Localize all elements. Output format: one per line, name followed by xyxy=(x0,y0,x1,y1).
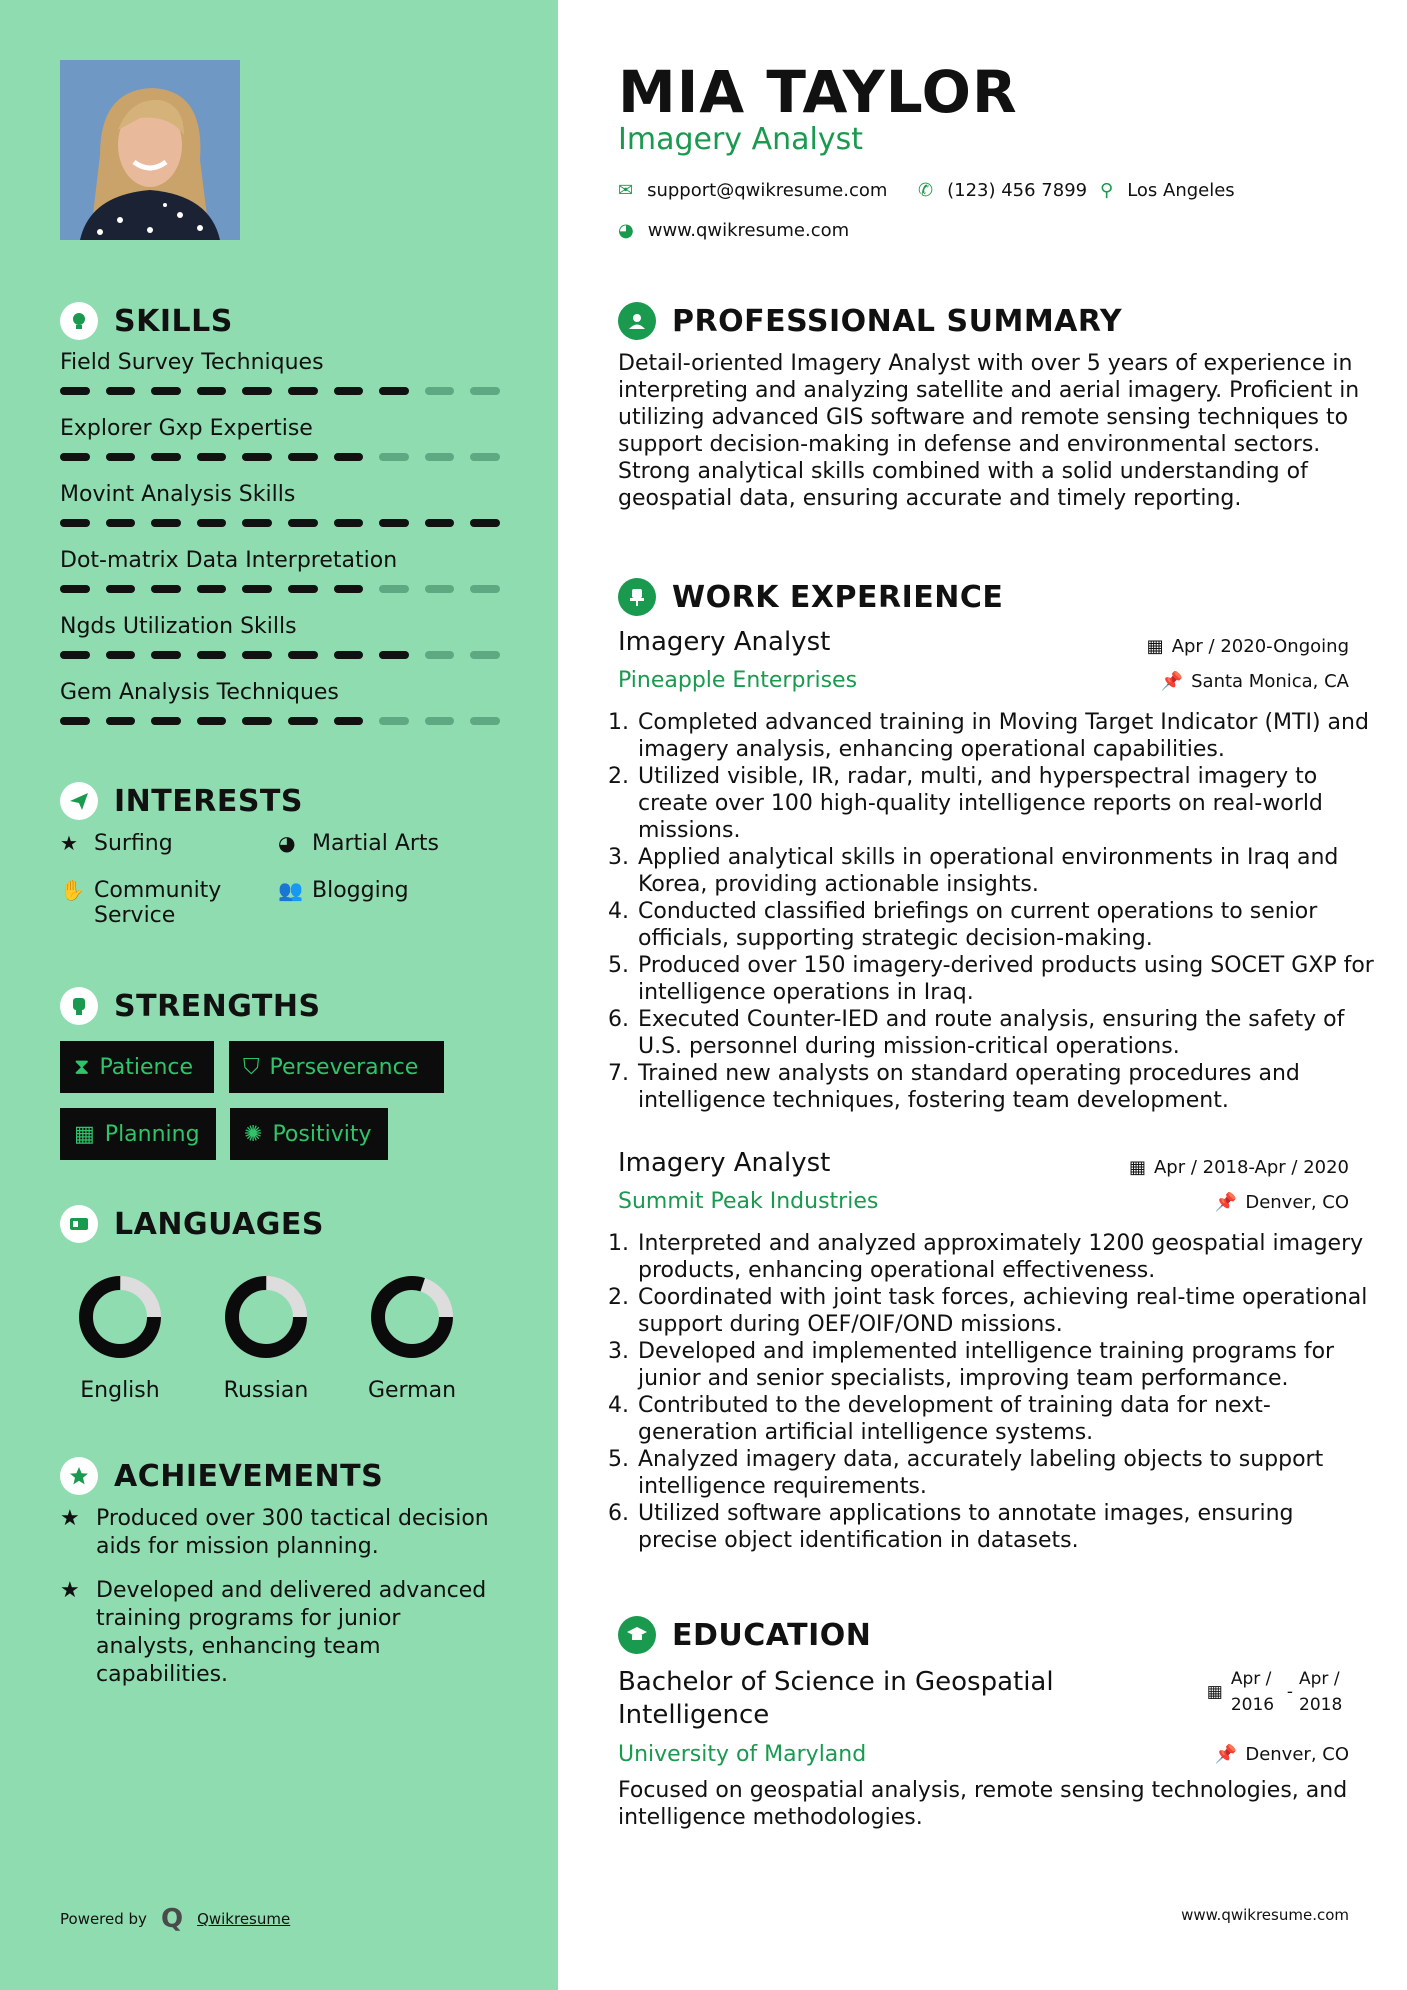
skill-level-dash xyxy=(470,387,500,395)
skill-level-bar xyxy=(60,585,500,593)
star-icon: ★ xyxy=(60,1578,80,1603)
skill-level-dash xyxy=(334,585,364,593)
calendar-icon: ▦ xyxy=(74,1121,95,1147)
skill-level-dash xyxy=(379,651,409,659)
phone-icon: ✆ xyxy=(918,180,934,201)
skill-level-dash xyxy=(379,387,409,395)
job-bullets xyxy=(618,1230,1378,1554)
experience-title: WORK EXPERIENCE xyxy=(672,579,1004,615)
skills-title: SKILLS xyxy=(114,303,233,339)
skill-level-dash xyxy=(106,519,136,527)
email-contact xyxy=(618,180,887,201)
user-icon xyxy=(618,302,656,340)
pin-icon: 📌 xyxy=(1160,671,1184,692)
strength-tag: ⛉ Perseverance xyxy=(229,1041,444,1093)
job-dates: ▦ Apr / 2018-Apr / 2020 xyxy=(1128,1157,1349,1178)
powered-by: Powered by Q Qwikresume xyxy=(60,1904,291,1934)
skill-level-dash xyxy=(151,585,181,593)
skill-level-dash xyxy=(470,519,500,527)
skill-level-dash xyxy=(242,453,272,461)
skill-level-bar xyxy=(60,717,500,725)
candidate-name: MIA TAYLOR xyxy=(618,58,1018,126)
skill-name: Field Survey Techniques xyxy=(60,350,324,375)
skill-level-dash xyxy=(106,585,136,593)
job-bullet: 6. Utilized software applications to annotate images, ensuring precise object identification in datasets. xyxy=(636,1500,1378,1554)
education-dates: ▦ Apr / 2016 - Apr / 2018 xyxy=(1206,1669,1343,1715)
achievements-title: ACHIEVEMENTS xyxy=(114,1458,384,1494)
skill-level-dash xyxy=(60,387,90,395)
skill-level-dash xyxy=(242,519,272,527)
summary-title: PROFESSIONAL SUMMARY xyxy=(672,303,1123,339)
skill-level-bar xyxy=(60,387,500,395)
skill-level-dash xyxy=(288,651,318,659)
skill-level-dash xyxy=(197,453,227,461)
skill-name: Ngds Utilization Skills xyxy=(60,614,297,639)
skill-name: Movint Analysis Skills xyxy=(60,482,296,507)
job-bullet: 3. Developed and implemented intelligence training programs for junior and senior specialists, improving team performance. xyxy=(636,1338,1378,1392)
skill-level-dash xyxy=(197,519,227,527)
skill-level-dash xyxy=(197,717,227,725)
language-item xyxy=(337,1272,487,1403)
graduation-icon xyxy=(618,1616,656,1654)
job-bullets xyxy=(618,709,1378,1114)
candidate-title: Imagery Analyst xyxy=(618,122,863,157)
job-bullet: 4. Contributed to the development of training data for next-generation artificial intelligence systems. xyxy=(636,1392,1378,1446)
skill-level-dash xyxy=(151,519,181,527)
experience-header xyxy=(618,578,1003,616)
interest-item: ✋ Community Service xyxy=(60,878,222,928)
location-contact: ⚲ Los Angeles xyxy=(1100,180,1235,201)
interest-item: ★ Surfing xyxy=(60,831,173,856)
interest-item: ◕ Martial Arts xyxy=(278,831,440,856)
language-level-donut xyxy=(75,1272,165,1362)
star-icon: ★ xyxy=(60,1506,80,1531)
globe-icon: ◕ xyxy=(618,220,634,241)
skill-level-dash xyxy=(379,453,409,461)
skill-level-dash xyxy=(288,585,318,593)
fist-icon xyxy=(60,987,98,1025)
skill-level-bar xyxy=(60,519,500,527)
skill-level-dash xyxy=(425,717,455,725)
skill-level-dash xyxy=(151,651,181,659)
skill-level-dash xyxy=(334,717,364,725)
skill-level-dash xyxy=(242,585,272,593)
education-description: Focused on geospatial analysis, remote sensing technologies, and intelligence methodologies. xyxy=(618,1778,1348,1830)
star-icon: ★ xyxy=(60,831,78,855)
trophy-star-icon xyxy=(60,1457,98,1495)
qwikresume-logo-icon: Q xyxy=(160,1904,184,1934)
sun-icon: ✺ xyxy=(244,1121,263,1147)
skill-level-dash xyxy=(470,717,500,725)
achievement-item: ★ Produced over 300 tactical decision aids for mission planning. xyxy=(60,1506,489,1559)
job-bullet: 7. Trained new analysts on standard operating procedures and intelligence techniques, fostering team development. xyxy=(636,1060,1378,1114)
skill-level-dash xyxy=(470,453,500,461)
pin-icon: 📌 xyxy=(1214,1192,1238,1213)
skill-level-bar xyxy=(60,453,500,461)
pin-icon: 📌 xyxy=(1214,1744,1238,1765)
skill-level-dash xyxy=(197,387,227,395)
company-name: Pineapple Enterprises xyxy=(618,668,858,693)
job-bullet: 3. Applied analytical skills in operational environments in Iraq and Korea, providing actionable insights. xyxy=(636,844,1378,898)
skill-name: Gem Analysis Techniques xyxy=(60,680,339,705)
education-title: EDUCATION xyxy=(672,1617,872,1653)
job-bullet: 5. Analyzed imagery data, accurately labeling objects to support intelligence requirements. xyxy=(636,1446,1378,1500)
skill-level-dash xyxy=(242,717,272,725)
interests-header xyxy=(60,782,303,820)
footer-website[interactable]: www.qwikresume.com xyxy=(1181,1906,1349,1924)
job-dates: ▦ Apr / 2020-Ongoing xyxy=(1146,636,1349,657)
skill-level-dash xyxy=(425,453,455,461)
skill-level-dash xyxy=(470,651,500,659)
skill-item xyxy=(60,416,500,461)
website-link[interactable]: www.qwikresume.com xyxy=(647,220,850,241)
phone-contact: ✆ (123) 456 7899 xyxy=(918,180,1088,201)
skill-level-dash xyxy=(106,387,136,395)
skill-level-dash xyxy=(334,387,364,395)
skill-level-dash xyxy=(288,453,318,461)
skill-item xyxy=(60,614,500,659)
strength-tag: ▦ Planning xyxy=(60,1108,216,1160)
skill-item xyxy=(60,548,500,593)
job-bullet: 1. Completed advanced training in Moving Target Indicator (MTI) and imagery analysis, enhancing operational capabilities. xyxy=(636,709,1378,763)
skill-level-dash xyxy=(60,651,90,659)
job-title: Imagery Analyst xyxy=(618,627,831,657)
language-name: Russian xyxy=(223,1378,309,1403)
skill-level-dash xyxy=(288,519,318,527)
skill-item xyxy=(60,350,500,395)
summary-header xyxy=(618,302,1122,340)
skill-level-dash xyxy=(151,717,181,725)
skills-header xyxy=(60,302,233,340)
skill-level-dash xyxy=(470,585,500,593)
skill-level-dash xyxy=(288,717,318,725)
qwikresume-link[interactable]: Qwikresume xyxy=(197,1910,291,1928)
strength-tag: ✺ Positivity xyxy=(230,1108,388,1160)
sidebar xyxy=(0,0,558,1990)
skill-item xyxy=(60,680,500,725)
skill-level-dash xyxy=(288,387,318,395)
skill-level-dash xyxy=(106,453,136,461)
map-pin-icon: ⚲ xyxy=(1100,180,1114,201)
job-bullet: 4. Conducted classified briefings on current operations to senior officials, supporting strategic decision-making. xyxy=(636,898,1378,952)
job-bullet: 1. Interpreted and analyzed approximately 1200 geospatial imagery products, enhancing operational effectiveness. xyxy=(636,1230,1378,1284)
school-name: University of Maryland xyxy=(618,1742,867,1767)
skill-level-dash xyxy=(242,651,272,659)
hourglass-icon: ⧗ xyxy=(74,1054,90,1080)
skill-level-dash xyxy=(425,387,455,395)
profile-photo xyxy=(60,60,240,240)
skill-level-dash xyxy=(151,387,181,395)
skill-name: Explorer Gxp Expertise xyxy=(60,416,313,441)
globe-icon: ◕ xyxy=(278,831,296,855)
skill-item xyxy=(60,482,500,527)
paper-plane-icon xyxy=(60,782,98,820)
calendar-icon: ▦ xyxy=(1128,1157,1146,1178)
languages-title: LANGUAGES xyxy=(114,1206,324,1242)
skill-level-dash xyxy=(379,519,409,527)
language-card-icon xyxy=(60,1205,98,1243)
skill-level-dash xyxy=(60,453,90,461)
job-bullet: 6. Executed Counter-IED and route analysis, ensuring the safety of U.S. personnel during mission-critical operations. xyxy=(636,1006,1378,1060)
strengths-header xyxy=(60,987,321,1025)
skill-level-dash xyxy=(379,585,409,593)
skill-level-dash xyxy=(242,387,272,395)
skill-level-dash xyxy=(334,651,364,659)
strength-tag: ⧗ Patience xyxy=(60,1041,214,1093)
skill-level-dash xyxy=(379,717,409,725)
skill-level-dash xyxy=(60,585,90,593)
binoculars-icon: ⛉ xyxy=(243,1054,260,1080)
users-icon: 👥 xyxy=(278,878,303,902)
calendar-icon: ▦ xyxy=(1206,1682,1223,1702)
job-title: Imagery Analyst xyxy=(618,1148,831,1178)
company-name: Summit Peak Industries xyxy=(618,1189,879,1214)
summary-text: Detail-oriented Imagery Analyst with over 5 years of experience in interpreting and analyzing satellite and aerial imagery. Proficient in utilizing advanced GIS software and remote sensing techniques to support decision-making in defense and environmental sectors. Strong analytical skills combined with a solid understanding of geospatial data, ensuring accurate and timely reporting. xyxy=(618,351,1360,511)
email-link[interactable]: support@qwikresume.com xyxy=(647,180,888,201)
skill-level-dash xyxy=(197,651,227,659)
skill-level-dash xyxy=(425,651,455,659)
hand-icon: ✋ xyxy=(60,878,85,902)
skill-name: Dot-matrix Data Interpretation xyxy=(60,548,398,573)
lightbulb-icon xyxy=(60,302,98,340)
interests-title: INTERESTS xyxy=(114,783,303,819)
skill-level-dash xyxy=(60,717,90,725)
skill-level-dash xyxy=(197,585,227,593)
language-item xyxy=(191,1272,341,1403)
chair-icon xyxy=(618,578,656,616)
skill-level-dash xyxy=(425,519,455,527)
website-contact xyxy=(618,220,849,241)
skill-level-dash xyxy=(151,453,181,461)
education-location: 📌 Denver, CO xyxy=(1214,1744,1349,1765)
language-level-donut xyxy=(221,1272,311,1362)
skill-level-dash xyxy=(334,453,364,461)
skill-level-dash xyxy=(106,651,136,659)
job-bullet: 2. Utilized visible, IR, radar, multi, and hyperspectral imagery to create over 100 high-quality intelligence reports on real-world missions. xyxy=(636,763,1378,844)
skill-level-dash xyxy=(334,519,364,527)
job-location: 📌 Denver, CO xyxy=(1214,1192,1349,1213)
skill-level-dash xyxy=(425,585,455,593)
language-level-donut xyxy=(367,1272,457,1362)
skill-level-dash xyxy=(106,717,136,725)
achievements-header xyxy=(60,1457,383,1495)
skill-level-dash xyxy=(60,519,90,527)
languages-header xyxy=(60,1205,324,1243)
envelope-icon: ✉ xyxy=(618,180,634,201)
job-bullet: 2. Coordinated with joint task forces, achieving real-time operational support during OEF/OIF/OND missions. xyxy=(636,1284,1378,1338)
education-header xyxy=(618,1616,871,1654)
skill-level-bar xyxy=(60,651,500,659)
job-bullet: 5. Produced over 150 imagery-derived products using SOCET GXP for intelligence operations in Iraq. xyxy=(636,952,1378,1006)
interest-item: 👥 Blogging xyxy=(278,878,409,903)
degree-title: Bachelor of Science in Geospatial Intelligence xyxy=(618,1667,1054,1730)
language-name: English xyxy=(80,1378,160,1403)
language-name: German xyxy=(367,1378,457,1403)
language-item xyxy=(45,1272,195,1403)
achievement-item: ★ Developed and delivered advanced training programs for junior analysts, enhancing team capabilities. xyxy=(60,1578,487,1687)
strengths-title: STRENGTHS xyxy=(114,988,321,1024)
calendar-icon: ▦ xyxy=(1146,636,1164,657)
job-location: 📌 Santa Monica, CA xyxy=(1160,671,1349,692)
